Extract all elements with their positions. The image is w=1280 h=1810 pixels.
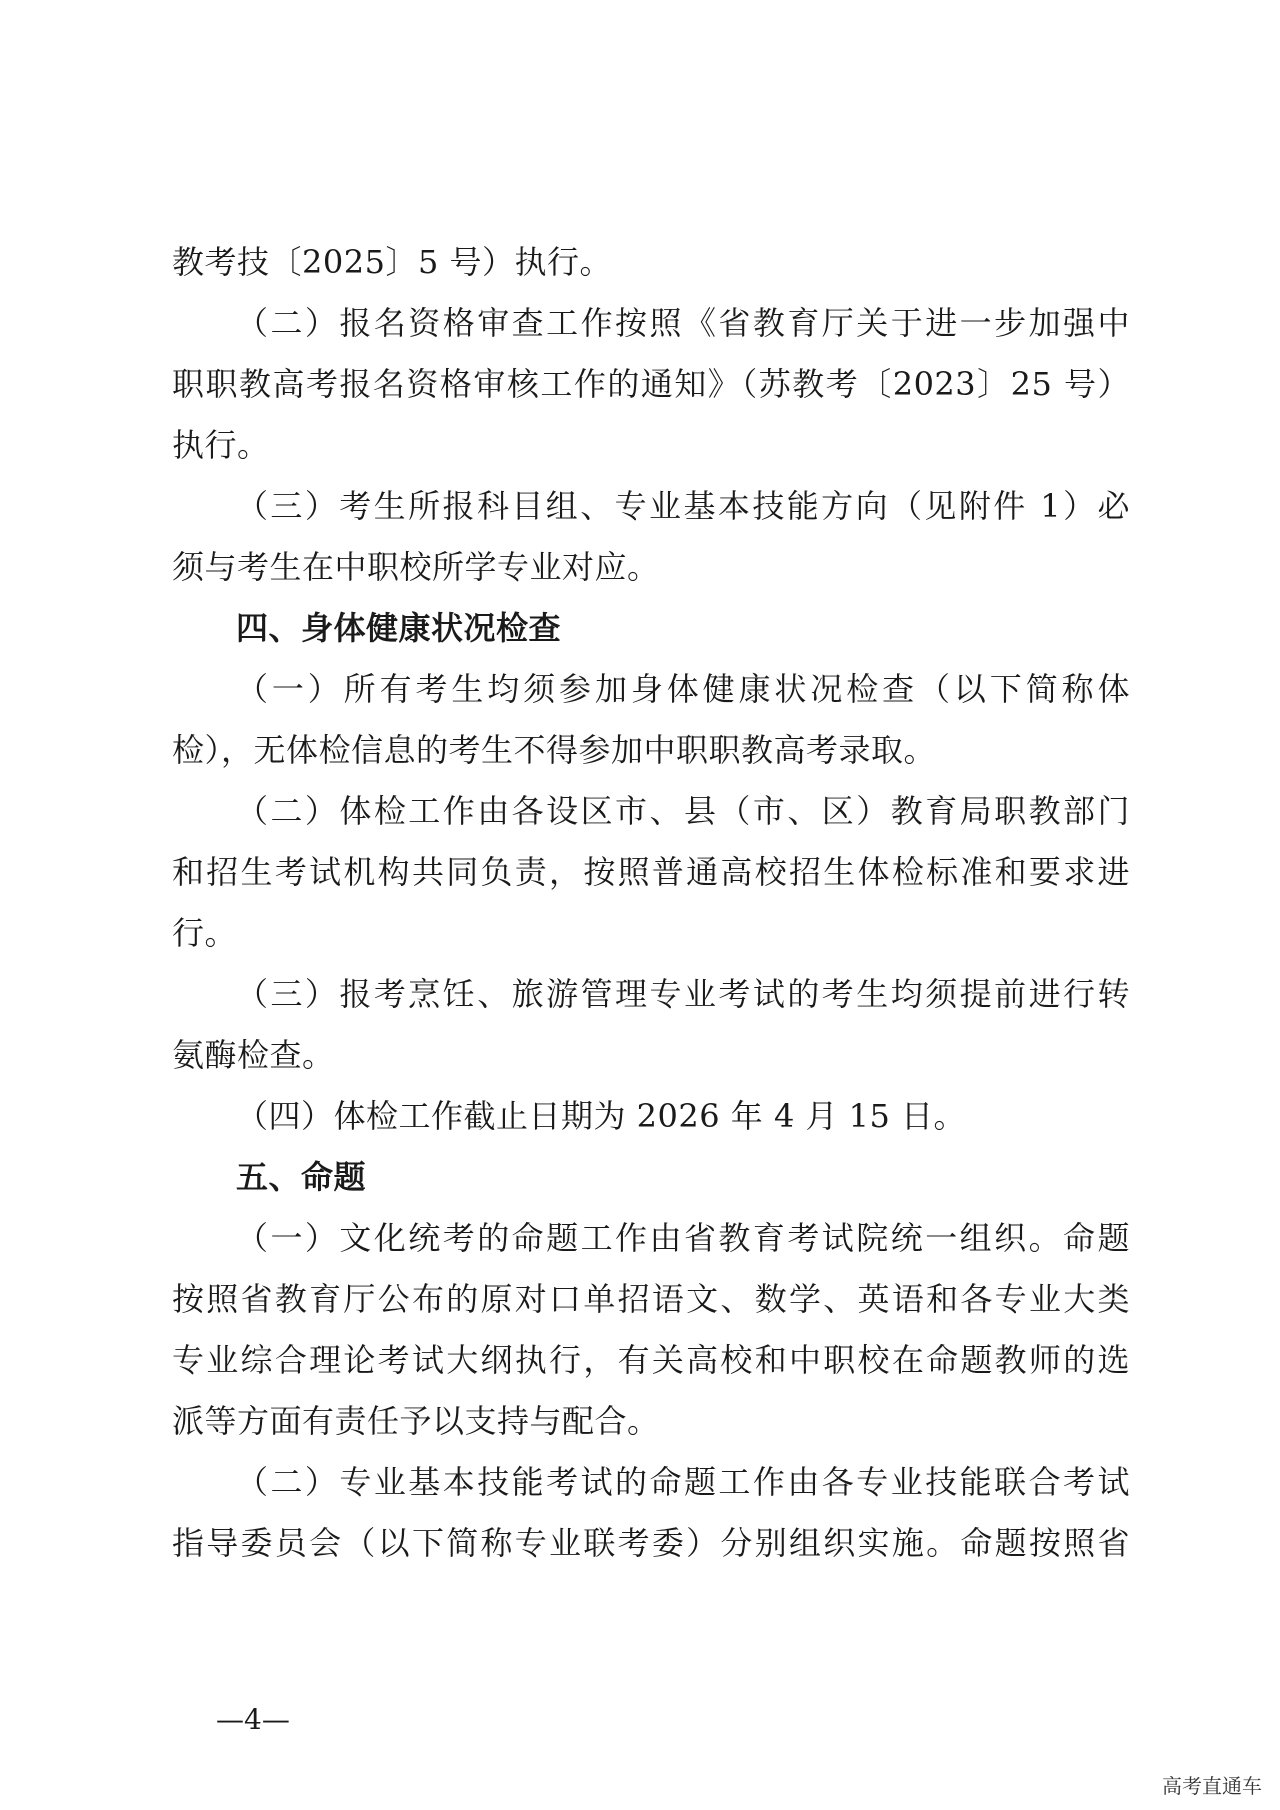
text-line: 按照省教育厅公布的原对口单招语文、数学、英语和各专业大类 bbox=[172, 1280, 1130, 1318]
document-body bbox=[172, 232, 1130, 1574]
text-line: （二）报名资格审查工作按照《省教育厅关于进一步加强中 bbox=[236, 304, 1130, 342]
text-line: 执行。 bbox=[172, 426, 270, 464]
text-line: 派等方面有责任予以支持与配合。 bbox=[172, 1402, 660, 1440]
text-line: 指导委员会（以下简称专业联考委）分别组织实施。命题按照省 bbox=[172, 1524, 1130, 1562]
text-line: 氨酶检查。 bbox=[172, 1036, 335, 1074]
page-number: —4— bbox=[216, 1703, 290, 1736]
text-line: 检），无体检信息的考生不得参加中职职教高考录取。 bbox=[172, 731, 937, 769]
text-line: 行。 bbox=[172, 914, 238, 952]
text-line: （一）所有考生均须参加身体健康状况检查（以下简称体 bbox=[236, 670, 1130, 708]
text-line: （三）报考烹饪、旅游管理专业考试的考生均须提前进行转 bbox=[236, 975, 1130, 1013]
text-line: 和招生考试机构共同负责，按照普通高校招生体检标准和要求进 bbox=[172, 853, 1130, 891]
text-line: （四）体检工作截止日期为 2026 年 4 月 15 日。 bbox=[236, 1097, 967, 1135]
watermark-text: 高考直通车 bbox=[1162, 1774, 1262, 1798]
text-line: （三）考生所报科目组、专业基本技能方向（见附件 1）必 bbox=[236, 487, 1130, 525]
text-line: 专业综合理论考试大纲执行，有关高校和中职校在命题教师的选 bbox=[172, 1341, 1130, 1379]
text-line: 教考技〔2025〕5 号）执行。 bbox=[172, 243, 612, 281]
text-line: （二）体检工作由各设区市、县（市、区）教育局职教部门 bbox=[236, 792, 1130, 830]
text-line: 须与考生在中职校所学专业对应。 bbox=[172, 548, 660, 586]
text-line: （一）文化统考的命题工作由省教育考试院统一组织。命题 bbox=[236, 1219, 1130, 1257]
text-line: （二）专业基本技能考试的命题工作由各专业技能联合考试 bbox=[236, 1463, 1130, 1501]
text-line: 职职教高考报名资格审核工作的通知》（苏教考〔2023〕25 号） bbox=[172, 365, 1130, 403]
section-heading: 五、命题 bbox=[236, 1158, 367, 1196]
section-heading: 四、身体健康状况检查 bbox=[236, 609, 562, 647]
